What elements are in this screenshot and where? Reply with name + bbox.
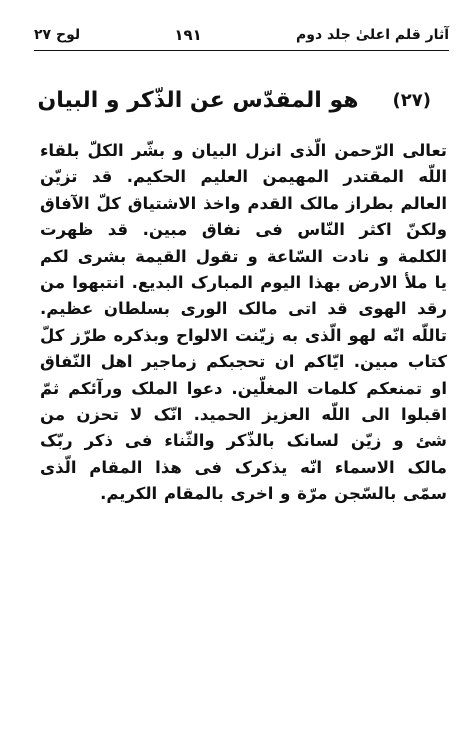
book-title: آثار قلم اعلیٰ جلد دوم (295, 27, 449, 43)
section-number: (۲۷) (392, 89, 431, 111)
page-number: ۱۹۱ (174, 26, 202, 44)
tablet-label: لوح ۲۷ (34, 27, 81, 43)
header-rule (34, 50, 449, 51)
running-header (34, 22, 449, 48)
body-paragraph: تعالی الرّحمن الّذی انزل البیان و بشّر الکلّ بلقاء اللّه المقتدر المهیمن العلیم الحکیم. قد تزیّن العالم بطراز مالک القدم واخذ الاشتیاق کلّ الآفاق ولکنّ اکثر النّاس فی نفاق مبین. قد ظهرت الکلمة و نادت السّاعة و تقول القیمة بشری لکم یا ملأ الارض بهذا الیوم المبارک البدیع. انتبهوا من رقد الهوی قد اتی مالک الوری بسلطان عظیم. تاللّه انّه لهو الّذی به زیّنت الالواح وبذکره طرّز کلّ کتاب مبین. ایّاکم ان تحجبکم زماجیر اهل النّفاق او تمنعکم کلمات المغلّین. دعوا الملک ورآئکم ثمّ اقبلوا الی اللّه العزیز الحمید. انّک لا تحزن من شئ و زیّن لسانک بالذّکر والثّناء فی ذکر ربّک مالک الاسماء انّه یذکرک فی هذا المقام الّذی سمّی بالسّجن مرّة و اخری بالمقام الکریم. (40, 141, 447, 504)
section-title: هو المقدّس عن الذّکر و البیان (37, 87, 359, 113)
section-heading (34, 82, 431, 118)
